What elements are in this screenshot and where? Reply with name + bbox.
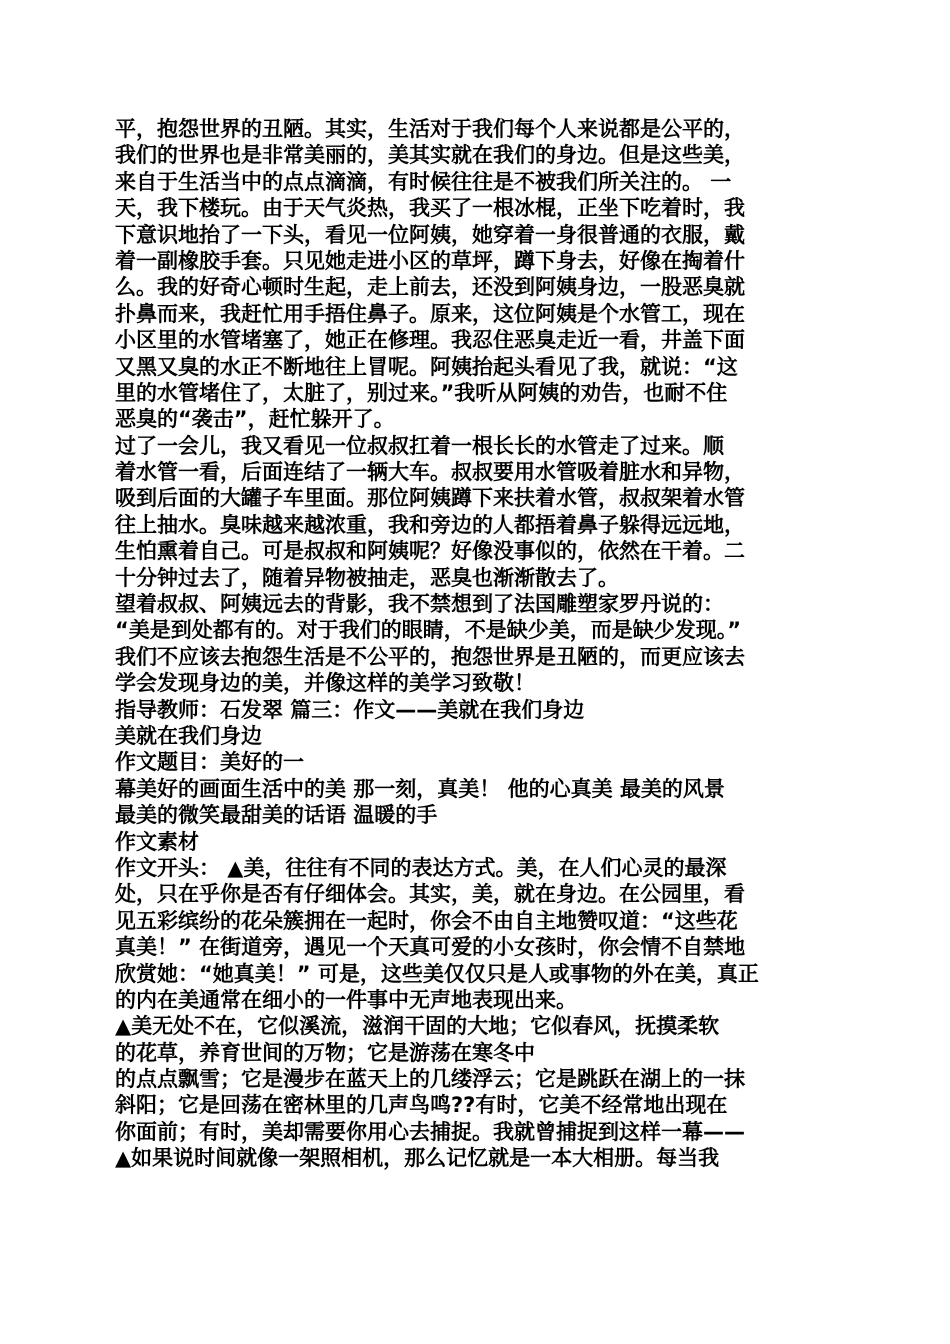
text-line: 扑鼻而来，我赶忙用手捂住鼻子。原来，这位阿姨是个水管工，现在 [115, 301, 745, 326]
text-line: 处，只在乎你是否有仔细体会。其实，美，就在身边。在公园里，看 [115, 882, 745, 907]
text-line: 的点点飘雪；它是漫步在蓝天上的几缕浮云；它是跳跃在湖上的一抹 [115, 1067, 745, 1092]
text-line: 生怕熏着自己。可是叔叔和阿姨呢？好像没事似的，依然在干着。二 [115, 539, 745, 564]
text-line: 的花草，养育世间的万物；它是游荡在寒冬中 [115, 1040, 535, 1065]
text-line: 欣赏她：“她真美！” 可是，这些美仅仅只是人或事物的外在美，真正 [115, 961, 759, 986]
text-line: 恶臭的“袭击”，赶忙躲开了。 [115, 407, 395, 432]
text-line: 作文开头： ▲美，往往有不同的表达方式。美，在人们心灵的最深 [115, 855, 727, 880]
text-line: 下意识地抬了一下头，看见一位阿姨，她穿着一身很普通的衣服，戴 [115, 222, 745, 247]
text-line: 望着叔叔、阿姨远去的背影，我不禁想到了法国雕塑家罗丹说的： [115, 592, 724, 617]
text-line: ▲美无处不在，它似溪流，滋润干固的大地；它似春风，抚摸柔软 [115, 1014, 720, 1039]
text-line: 的内在美通常在细小的一件事中无声地表现出来。 [115, 987, 577, 1012]
text-line: 平，抱怨世界的丑陋。其实，生活对于我们每个人来说都是公平的， [115, 117, 745, 141]
text-line: ▲如果说时间就像一架照相机，那么记忆就是一本大相册。每当我 [115, 1146, 720, 1171]
text-line: 十分钟过去了，随着异物被抽走，恶臭也渐渐散去了。 [115, 565, 619, 590]
text-line: 天，我下楼玩。由于天气炎热，我买了一根冰棍，正坐下吃着时，我 [115, 196, 745, 221]
text-line: 作文素材 [115, 829, 199, 854]
text-line: 斜阳；它是回荡在密林里的几声鸟鸣??有时，它美不经常地出现在 [115, 1093, 728, 1118]
text-line: 又黑又臭的水正不断地往上冒呢。阿姨抬起头看见了我，就说：“这 [115, 354, 738, 379]
text-line: “美是到处都有的。对于我们的眼睛，不是缺少美，而是缺少发现。” [115, 618, 742, 643]
text-line: 幕美好的画面生活中的美 那一刻，真美！ 他的心真美 最美的风景 [115, 776, 725, 801]
text-line: 我们的世界也是非常美丽的，美其实就在我们的身边。但是这些美， [115, 143, 745, 168]
text-line: 着水管一看，后面连结了一辆大车。叔叔要用水管吸着脏水和异物， [115, 460, 745, 485]
text-line: 美就在我们身边 [115, 723, 262, 748]
text-line: 吸到后面的大罐子车里面。那位阿姨蹲下来扶着水管，叔叔架着水管 [115, 486, 745, 511]
text-line: 作文题目：美好的一 [115, 750, 304, 775]
text-line: 指导教师：石发翠 篇三：作文——美就在我们身边 [115, 697, 585, 722]
text-line: 真美！” 在街道旁，遇见一个天真可爱的小女孩时，你会情不自禁地 [115, 935, 746, 960]
text-line: 最美的微笑最甜美的话语 温暖的手 [115, 803, 438, 828]
text-line: 我们不应该去抱怨生活是不公平的，抱怨世界是丑陋的，而更应该去 [115, 644, 745, 669]
text-line: 里的水管堵住了，太脏了，别过来。”我听从阿姨的劝告，也耐不住 [115, 380, 728, 405]
text-line: 见五彩缤纷的花朵簇拥在一起时，你会不由自主地赞叹道：“这些花 [115, 908, 738, 933]
text-line: 么。我的好奇心顿时生起，走上前去，还没到阿姨身边，一股恶臭就 [115, 275, 745, 300]
text-line: 往上抽水。臭味越来越浓重，我和旁边的人都捂着鼻子躲得远远地， [115, 512, 745, 537]
text-line: 学会发现身边的美，并像这样的美学习致敬！ [115, 671, 535, 696]
text-line: 来自于生活当中的点点滴滴，有时候往往是不被我们所关注的。 一 [115, 169, 732, 194]
text-line: 你面前；有时，美却需要你用心去捕捉。我就曾捕捉到这样一幕—— [115, 1119, 745, 1144]
essay-text [115, 116, 837, 1172]
text-line: 小区里的水管堵塞了，她正在修理。我忍住恶臭走近一看，井盖下面 [115, 328, 745, 353]
text-line: 过了一会儿，我又看见一位叔叔扛着一根长长的水管走了过来。顺 [115, 433, 724, 458]
text-line: 着一副橡胶手套。只见她走进小区的草坪，蹲下身去，好像在掏着什 [115, 248, 745, 273]
